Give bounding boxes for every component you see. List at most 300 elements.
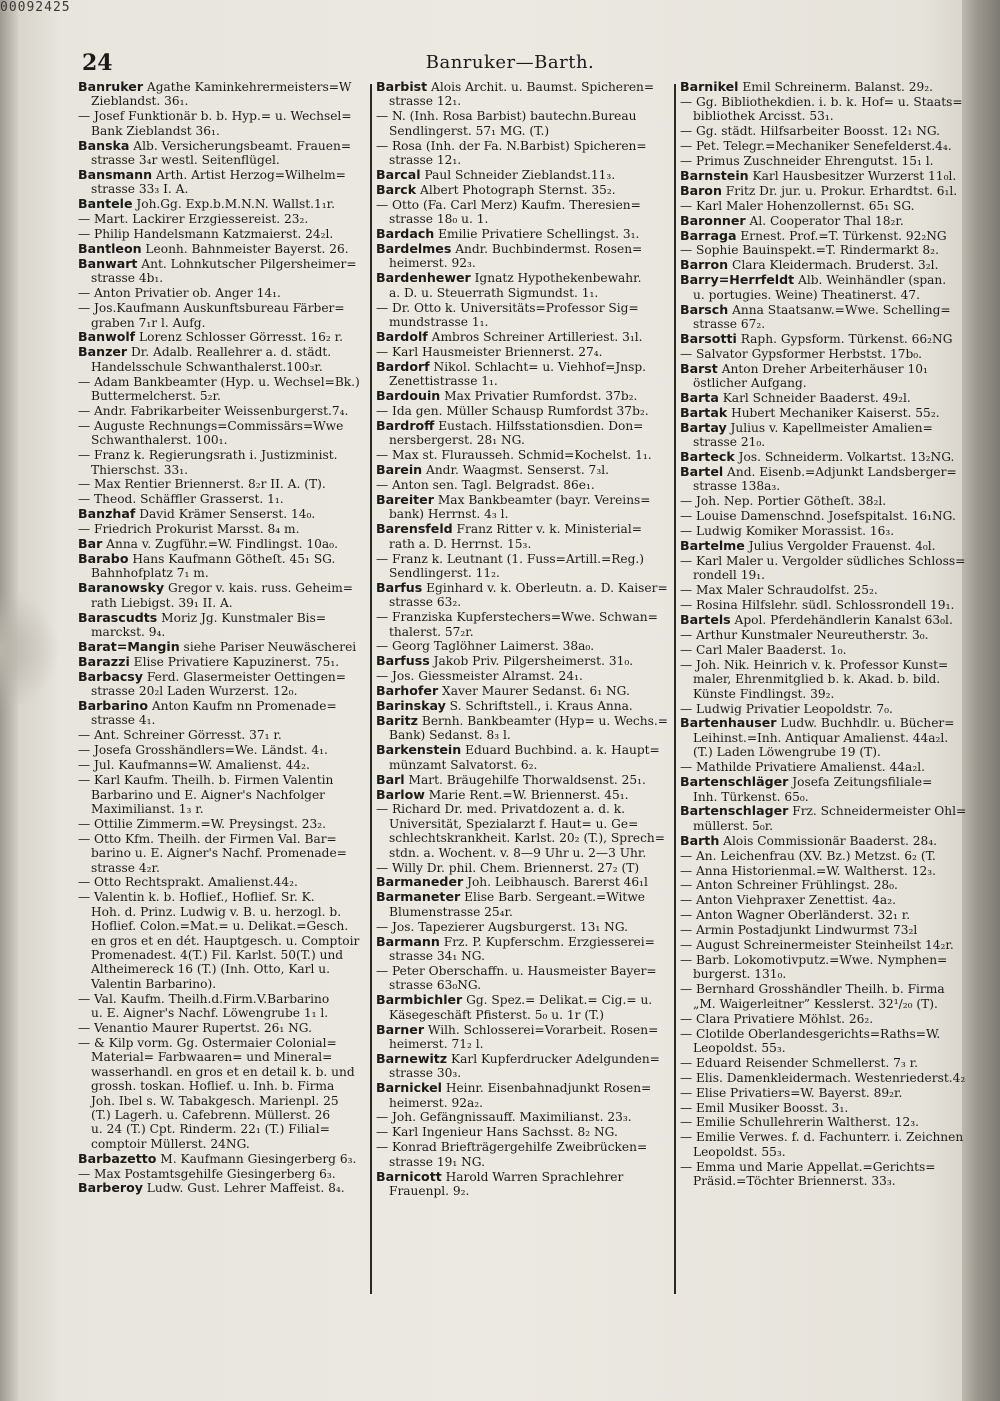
directory-entry xyxy=(680,509,972,523)
entry-line: —Joh. Nik. Heinrich v. k. Professor Kunst= xyxy=(680,657,949,672)
entry-surname: Barascudts xyxy=(78,610,158,625)
directory-entry xyxy=(680,332,972,346)
entry-surname: Baron xyxy=(680,183,722,198)
entry-line: —Carl Maler Baaderst. 1₀. xyxy=(680,642,847,657)
directory-entry xyxy=(78,832,370,875)
directory-entry xyxy=(680,139,972,153)
entry-line: a. D. u. Steuerrath Sigmundst. 1₁. xyxy=(389,285,599,300)
directory-entry xyxy=(680,524,972,538)
directory-entry xyxy=(376,743,668,772)
directory-entry xyxy=(680,273,972,302)
entry-line: —Ludwig Komiker Morassist. 16₃. xyxy=(680,524,895,539)
entry-line: Leopoldst. 55₃. xyxy=(693,1144,786,1159)
directory-entry xyxy=(680,258,972,272)
running-head: Banruker—Barth. xyxy=(425,52,595,73)
directory-entry xyxy=(680,775,972,804)
directory-entry xyxy=(376,198,668,227)
entry-line: —Karl Hausmeister Briennerst. 27₄. xyxy=(376,344,603,359)
directory-entry xyxy=(78,773,370,816)
entry-line: —Ant. Schreiner Görresst. 37₁ r. xyxy=(78,728,282,743)
directory-entry xyxy=(376,1052,668,1081)
directory-entry xyxy=(376,890,668,919)
entry-surname: Barhofer xyxy=(376,684,439,699)
entry-line: Bartenschlager Frz. Schneidermeister Ohl= xyxy=(680,804,967,819)
directory-entry xyxy=(78,1036,370,1151)
entry-line: Künste Findlingst. 39₂. xyxy=(693,686,835,701)
entry-surname: Bansmann xyxy=(78,167,153,182)
entry-line: Barkenstein Eduard Buchbind. a. k. Haupt= xyxy=(376,743,660,758)
entry-line: Barensfeld Franz Ritter v. k. Ministerial= xyxy=(376,522,642,537)
column-2 xyxy=(376,80,668,1380)
directory-entry xyxy=(680,878,972,892)
directory-entry xyxy=(680,95,972,124)
directory-columns xyxy=(78,80,968,1380)
entry-surname: Barfuss xyxy=(376,654,430,669)
entry-surname: Barsotti xyxy=(680,331,737,346)
directory-entry xyxy=(680,849,972,863)
directory-entry xyxy=(680,923,972,937)
directory-entry xyxy=(376,993,668,1022)
entry-line: —Primus Zuschneider Ehrengutst. 15₁ l. xyxy=(680,154,934,169)
entry-line: —Anton Schreiner Frühlingst. 28₀. xyxy=(680,878,898,893)
entry-surname: Bardach xyxy=(376,227,435,242)
directory-entry xyxy=(680,169,972,183)
directory-entry xyxy=(78,1167,370,1181)
directory-entry xyxy=(78,286,370,300)
entry-line: —Adam Bankbeamter (Hyp. u. Wechsel=Bk.) xyxy=(78,374,360,389)
entry-surname: Barraga xyxy=(680,228,737,243)
entry-line: grossh. toskan. Hoflief. u. Inh. b. Firma xyxy=(91,1079,335,1094)
entry-surname: Barbarino xyxy=(78,699,148,714)
entry-line: Barner Wilh. Schlosserei=Vorarbeit. Rosen= xyxy=(376,1022,659,1037)
directory-entry xyxy=(680,1071,972,1085)
directory-entry xyxy=(376,139,668,168)
directory-entry xyxy=(680,643,972,657)
entry-line: —Anna Historienmal.=W. Waltherst. 12₃. xyxy=(680,863,936,878)
entry-line: —Josef Funktionär b. b. Hyp.= u. Wechsel= xyxy=(78,109,352,124)
entry-line: münzamt Salvatorst. 6₂. xyxy=(389,757,538,772)
entry-surname: Barmann xyxy=(376,934,440,949)
directory-entry xyxy=(680,938,972,952)
directory-entry xyxy=(376,699,668,713)
directory-entry xyxy=(78,522,370,536)
directory-entry xyxy=(376,875,668,889)
directory-entry xyxy=(78,448,370,477)
directory-entry xyxy=(376,330,668,344)
entry-line: —Auguste Rechnungs=Commissärs=Wwe xyxy=(78,418,344,433)
entry-surname: Barein xyxy=(376,463,423,478)
entry-surname: Bardolf xyxy=(376,329,428,344)
entry-line: strasse 3₄r westl. Seitenflügel. xyxy=(91,153,280,168)
entry-line: Barnikel Emil Schreinerm. Balanst. 29₂. xyxy=(680,80,934,94)
entry-surname: Bantele xyxy=(78,197,133,212)
entry-line: Barry=Herrfeldt Alb. Weinhändler (span. xyxy=(680,273,947,288)
entry-line: Zenettistrasse 1₁. xyxy=(389,374,498,389)
entry-surname: Bardouin xyxy=(376,389,441,404)
directory-entry xyxy=(680,953,972,982)
entry-surname: Banska xyxy=(78,138,130,153)
entry-line: strasse 19₁ NG. xyxy=(389,1154,485,1169)
entry-line: Handelsschule Schwanthalerst.100₃r. xyxy=(91,359,323,374)
entry-line: Bank) Sedanst. 8₃ l. xyxy=(389,728,511,743)
entry-surname: Barmaneter xyxy=(376,890,461,905)
entry-surname: Barfus xyxy=(376,580,423,595)
directory-entry xyxy=(78,743,370,757)
directory-entry xyxy=(376,360,668,389)
entry-line: Promenadest. 4(T.) Fil. Karlst. 50(T.) und xyxy=(91,947,344,962)
entry-line: Barcal Paul Schneider Zieblandst.11₃. xyxy=(376,167,616,182)
entry-line: strasse 138a₃. xyxy=(693,479,781,494)
entry-line: —Jos.Kaufmann Auskunftsbureau Färber= xyxy=(78,301,345,316)
directory-entry xyxy=(78,109,370,138)
entry-line: Barron Clara Kleidermach. Bruderst. 3₂l. xyxy=(680,258,939,273)
directory-entry xyxy=(680,362,972,391)
entry-surname: Banwolf xyxy=(78,330,136,345)
entry-line: —Venantio Maurer Rupertst. 26₁ NG. xyxy=(78,1021,312,1035)
entry-line: Barbacsy Ferd. Glasermeister Oettingen= xyxy=(78,669,346,684)
entry-line: —Karl Ingenieur Hans Sachsst. 8₂ NG. xyxy=(376,1125,618,1140)
entry-line: —Peter Oberschaffn. u. Hausmeister Bayer= xyxy=(376,963,657,978)
entry-line: —Rosa (Inh. der Fa. N.Barbist) Spicheren= xyxy=(376,138,647,153)
entry-surname: Barensfeld xyxy=(376,522,453,537)
entry-surname: Bartenhauser xyxy=(680,716,777,731)
directory-entry xyxy=(376,802,668,860)
entry-line: Barmaneter Elise Barb. Sergeant.=Witwe xyxy=(376,890,645,905)
entry-surname: Barck xyxy=(376,182,417,197)
directory-entry xyxy=(680,124,972,138)
entry-line: —Emilie Verwes. f. d. Fachunterr. i. Zeichnen xyxy=(680,1130,964,1145)
entry-surname: Barberoy xyxy=(78,1181,143,1196)
directory-entry xyxy=(78,875,370,889)
entry-line: östlicher Aufgang. xyxy=(693,376,807,391)
entry-line: —Louise Damenschnd. Josefspitalst. 16₁NG. xyxy=(680,509,956,524)
entry-line: Valentin Barbarino). xyxy=(91,976,217,991)
directory-entry xyxy=(78,375,370,404)
entry-surname: Barnickel xyxy=(376,1081,442,1096)
entry-line: —Otto Rechtsprakt. Amalienst.44₂. xyxy=(78,875,298,890)
entry-surname: Banzhaf xyxy=(78,507,136,522)
directory-entry xyxy=(680,421,972,450)
entry-line: Banwart Ant. Lohnkutscher Pilgersheimer= xyxy=(78,256,357,271)
entry-line: —Anton Privatier ob. Anger 14₁. xyxy=(78,286,281,301)
entry-line: Bardenhewer Ignatz Hypothekenbewahr. xyxy=(376,271,642,286)
directory-entry xyxy=(680,199,972,213)
directory-entry xyxy=(680,450,972,464)
entry-line: —Mart. Lackirer Erzgiessereist. 23₂. xyxy=(78,212,309,227)
entry-line: Barnickel Heinr. Eisenbahnadjunkt Rosen= xyxy=(376,1081,652,1096)
entry-line: —Anton sen. Tagl. Belgradst. 86e₁. xyxy=(376,477,595,492)
entry-line: Barta Karl Schneider Baaderst. 49₂l. xyxy=(680,391,911,406)
directory-entry xyxy=(680,1130,972,1159)
entry-surname: Barinskay xyxy=(376,699,446,714)
entry-line: —Jos. Tapezierer Augsburgerst. 13₁ NG. xyxy=(376,919,628,934)
entry-surname: Baranowsky xyxy=(78,581,165,596)
entry-line: Barnewitz Karl Kupferdrucker Adelgunden= xyxy=(376,1051,660,1066)
entry-line: Banzhaf David Krämer Senserst. 14₀. xyxy=(78,507,316,522)
entry-line: Barabo Hans Kaufmann Götheſt. 45₁ SG. xyxy=(78,552,336,566)
entry-line: —Max Rentier Briennerst. 8₂r II. A. (T). xyxy=(78,477,326,492)
entry-surname: Barnstein xyxy=(680,168,749,183)
directory-entry xyxy=(376,109,668,138)
directory-entry xyxy=(78,507,370,521)
entry-surname: Barl xyxy=(376,772,405,787)
page-stain xyxy=(0,590,60,710)
entry-line: Frauenpl. 9₂. xyxy=(389,1183,470,1198)
entry-line: Barbazetto M. Kaufmann Giesingerberg 6₃. xyxy=(78,1151,357,1166)
entry-line: Bank Zieblandst 36₁. xyxy=(91,123,220,138)
entry-line: —Armin Postadjunkt Lindwurmst 73₂l xyxy=(680,923,918,938)
entry-line: —Anton Wagner Oberländerst. 32₁ r. xyxy=(680,908,911,923)
entry-line: Bartay Julius v. Kapellmeister Amalien= xyxy=(680,420,933,435)
entry-surname: Bareiter xyxy=(376,492,434,507)
entry-line: —Karl Kaufm. Theilh. b. Firmen Valentin xyxy=(78,773,334,788)
directory-entry xyxy=(78,640,370,654)
directory-entry xyxy=(680,347,972,361)
directory-entry xyxy=(376,183,668,197)
entry-line: Joh. Ibel s. W. Tabakgesch. Marienpl. 25 xyxy=(91,1093,339,1108)
entry-line: —Mathilde Privatiere Amalienst. 44a₂l. xyxy=(680,760,925,775)
entry-line: Bardelmes Andr. Buchbindermst. Rosen= xyxy=(376,241,643,256)
entry-surname: Barta xyxy=(680,391,719,406)
entry-line: —Franz k. Regierungsrath i. Justizminist. xyxy=(78,448,338,463)
entry-line: Käsegeschäft Pfisterst. 5₀ u. 1r (T.) xyxy=(389,1007,605,1022)
directory-entry xyxy=(376,920,668,934)
directory-entry xyxy=(376,1110,668,1124)
entry-line: rath Liebigst. 39₁ II. A. xyxy=(91,595,233,610)
entry-line: Barnstein Karl Hausbesitzer Wurzerst 11₀l. xyxy=(680,168,957,183)
entry-line: maler, Ehrenmitglied b. k. Akad. b. bild. xyxy=(693,672,941,687)
entry-line: mundstrasse 1₁. xyxy=(389,315,489,329)
entry-line: —Emil Musiker Boosst. 3₁. xyxy=(680,1100,849,1115)
entry-line: —Max Postamtsgehilfe Giesingerberg 6₃. xyxy=(78,1166,336,1181)
entry-line: Bar Anna v. Zugführ.=W. Findlingst. 10a₀. xyxy=(78,537,338,552)
entry-line: strasse 33₃ I. A. xyxy=(91,182,189,197)
entry-line: —Karl Maler Hohenzollernst. 65₁ SG. xyxy=(680,198,915,213)
directory-entry xyxy=(680,229,972,243)
directory-entry xyxy=(680,893,972,907)
entry-line: Barfuss Jakob Priv. Pilgersheimerst. 31₀. xyxy=(376,654,634,669)
entry-line: Bartelme Julius Vergolder Frauenst. 4₀l. xyxy=(680,539,936,554)
entry-line: Material= Farbwaaren= und Mineral= xyxy=(91,1050,333,1065)
entry-line: strasse 67₂. xyxy=(693,317,766,331)
directory-entry xyxy=(680,214,972,228)
directory-entry xyxy=(78,1181,370,1195)
entry-line: —Friedrich Prokurist Marsst. 8₄ m. xyxy=(78,522,300,537)
entry-line: —Pet. Telegr.=Mechaniker Senefelderst.4₄. xyxy=(680,139,952,154)
directory-entry xyxy=(376,684,668,698)
directory-entry xyxy=(78,197,370,211)
entry-surname: Bardroff xyxy=(376,418,435,433)
entry-line: —Bernhard Grosshändler Theilh. b. Firma xyxy=(680,982,945,997)
directory-entry xyxy=(680,583,972,597)
entry-line: —Clotilde Oberlandesgerichts=Raths=W. xyxy=(680,1026,941,1041)
directory-entry xyxy=(376,419,668,448)
entry-line: —Dr. Otto k. Universitäts=Professor Sig= xyxy=(376,300,639,315)
entry-surname: Bantleon xyxy=(78,241,142,256)
entry-line: —Rosina Hilfslehr. südl. Schlossrondell 19₁. xyxy=(680,598,955,613)
entry-line: —N. (Inh. Rosa Barbist) bautechn.Bureau xyxy=(376,109,637,124)
entry-line: (T.) Laden Löwengrube 19 (T). xyxy=(693,745,881,760)
entry-line: Bardach Emilie Privatiere Schellingst. 3₁. xyxy=(376,227,640,242)
directory-entry xyxy=(680,598,972,612)
entry-line: stdn. a. Wochent. v. 8—9 Uhr u. 2—3 Uhr. xyxy=(389,845,647,860)
entry-surname: Baronner xyxy=(680,213,746,228)
entry-line: graben 7₁r l. Aufg. xyxy=(91,315,206,330)
entry-line: —Ludwig Privatier Leopoldstr. 7₀. xyxy=(680,701,893,716)
entry-line: Barst Anton Dreher Arbeiterhäuser 10₁ xyxy=(680,361,928,376)
entry-line: Bartak Hubert Mechaniker Kaiserst. 55₂. xyxy=(680,405,940,420)
entry-line: thalerst. 57₂r. xyxy=(389,624,474,639)
entry-line: —Jul. Kaufmanns=W. Amalienst. 44₂. xyxy=(78,758,310,773)
directory-entry xyxy=(680,804,972,833)
entry-line: —Konrad Briefträgergehilfe Zweibrücken= xyxy=(376,1140,648,1155)
entry-line: marckst. 9₄. xyxy=(91,625,166,640)
entry-line: —Gg. städt. Hilfsarbeiter Boosst. 12₁ NG. xyxy=(680,124,941,139)
entry-surname: Barner xyxy=(376,1022,425,1037)
entry-line: Bahnhofplatz 7₁ m. xyxy=(91,566,209,581)
entry-surname: Barcal xyxy=(376,167,421,182)
entry-surname: Bardenhewer xyxy=(376,271,471,286)
directory-entry xyxy=(376,639,668,653)
entry-line: —Emilie Schullehrerin Waltherst. 12₃. xyxy=(680,1115,920,1130)
entry-line: Baronner Al. Cooperator Thal 18₂r. xyxy=(680,213,904,228)
entry-line: Barteck Jos. Schneiderm. Volkartst. 13₂NG. xyxy=(680,450,955,465)
entry-line: Hoh. d. Prinz. Ludwig v. B. u. herzogl. b. xyxy=(91,904,342,919)
entry-line: Barbarino Anton Kaufm nn Promenade= xyxy=(78,699,337,714)
directory-entry xyxy=(78,345,370,374)
entry-line: —Jos. Giessmeister Alramst. 24₁. xyxy=(376,669,583,684)
directory-entry xyxy=(78,257,370,286)
entry-line: Barmbichler Gg. Spez.= Delikat.= Cig.= u. xyxy=(376,993,653,1008)
directory-entry xyxy=(376,1140,668,1169)
entry-surname: Barth xyxy=(680,833,720,848)
entry-line: strasse 18₀ u. 1. xyxy=(389,212,489,227)
directory-entry xyxy=(78,581,370,610)
entry-line: strasse 4b₁. xyxy=(91,271,164,286)
directory-entry xyxy=(78,992,370,1021)
entry-surname: Bartak xyxy=(680,405,728,420)
entry-surname: Barteck xyxy=(680,450,735,465)
directory-entry xyxy=(78,817,370,831)
entry-line: Buttermelcherst. 5₂r. xyxy=(91,389,221,404)
entry-line: strasse 4₁. xyxy=(91,713,156,728)
entry-line: —Val. Kaufm. Theilh.d.Firm.V.Barbarino xyxy=(78,991,330,1006)
directory-entry xyxy=(680,908,972,922)
directory-entry xyxy=(680,1160,972,1189)
column-3 xyxy=(680,80,972,1380)
entry-line: strasse 34₁ NG. xyxy=(389,948,485,963)
entry-line: Barbarino und E. Aigner's Nachfolger xyxy=(91,787,325,802)
directory-entry xyxy=(680,702,972,716)
column-rule xyxy=(674,84,676,1294)
entry-line: —Ottilie Zimmerm.=W. Preysingst. 23₂. xyxy=(78,816,326,831)
entry-line: Barmann Frz. P. Kupferschm. Erzgiesserei= xyxy=(376,934,655,949)
directory-entry xyxy=(376,80,668,109)
entry-line: Barbist Alois Archit. u. Baumst. Spicheren= xyxy=(376,80,655,94)
entry-surname: Barat=Mangin xyxy=(78,639,180,654)
entry-line: Bardouin Max Privatier Rumfordst. 37b₂. xyxy=(376,389,638,404)
entry-line: strasse 12₁. xyxy=(389,153,462,168)
entry-line: Banska Alb. Versicherungsbeamt. Frauen= xyxy=(78,138,352,153)
entry-line: —Barb. Lokomotivputz.=Wwe. Nymphen= xyxy=(680,952,948,967)
directory-entry xyxy=(78,670,370,699)
entry-line: —Andr. Fabrikarbeiter Weissenburgerst.7₄. xyxy=(78,403,349,418)
entry-line: heimerst. 71₂ l. xyxy=(389,1036,484,1051)
directory-entry xyxy=(376,242,668,271)
entry-line: Bantleon Leonh. Bahnmeister Bayerst. 26. xyxy=(78,241,349,256)
entry-surname: Bar xyxy=(78,537,103,552)
entry-line: Barraga Ernest. Prof.=T. Türkenst. 92₂NG xyxy=(680,228,947,243)
directory-entry xyxy=(376,463,668,477)
entry-surname: Barkenstein xyxy=(376,743,462,758)
entry-line: burgerst. 131₀. xyxy=(693,967,787,982)
entry-surname: Bartenschlager xyxy=(680,804,789,819)
directory-entry xyxy=(78,404,370,418)
directory-entry xyxy=(376,935,668,964)
entry-line: en gros et en dét. Hauptgesch. u. Comptoir xyxy=(91,933,360,948)
column-rule xyxy=(370,84,372,1294)
entry-surname: Barbacsy xyxy=(78,669,143,684)
entry-line: Barsch Anna Staatsanw.=Wwe. Schelling= xyxy=(680,302,951,317)
entry-line: Bartels Apol. Pferdehändlerin Kanalst 63₀l. xyxy=(680,613,953,628)
entry-line: Bartenhauser Ludw. Buchhdlr. u. Bücher= xyxy=(680,716,955,731)
directory-entry xyxy=(78,1021,370,1035)
entry-line: —Max st. Flurausseh. Schmid=Kochelst. 1₁. xyxy=(376,448,652,463)
directory-entry xyxy=(680,465,972,494)
directory-entry xyxy=(680,406,972,420)
directory-entry xyxy=(376,301,668,330)
directory-entry xyxy=(680,1027,972,1056)
entry-line: Bardolf Ambros Schreiner Artilleriest. 3₁l. xyxy=(376,329,643,344)
directory-entry xyxy=(376,788,668,802)
entry-line: Zieblandst. 36₁. xyxy=(91,94,189,109)
directory-entry xyxy=(78,242,370,256)
directory-entry xyxy=(376,271,668,300)
entry-line: —Eduard Reisender Schmellerst. 7₃ r. xyxy=(680,1055,919,1070)
entry-surname: Bardelmes xyxy=(376,241,452,256)
entry-line: comptoir Müllerst. 24NG. xyxy=(91,1136,250,1151)
entry-line: Barmaneder Joh. Leibhausch. Barerst 46₁l xyxy=(376,875,648,890)
entry-line: Barnicott Harold Warren Sprachlehrer xyxy=(376,1169,624,1184)
entry-line: Barlow Marie Rent.=W. Briennerst. 45₁. xyxy=(376,787,629,802)
entry-line: Universität, Spezialarzt f. Haut= u. Ge= xyxy=(389,816,639,831)
entry-line: —Elis. Damenkleidermach. Westenriederst.4₂ xyxy=(680,1070,966,1085)
entry-surname: Barsch xyxy=(680,302,729,317)
entry-line: —Arthur Kunstmaler Neureutherstr. 3₀. xyxy=(680,628,929,643)
entry-line: müllerst. 5₀r. xyxy=(693,818,774,833)
directory-entry xyxy=(376,345,668,359)
entry-line: —An. Leichenfrau (XV. Bz.) Metzst. 6₂ (T. xyxy=(680,848,936,863)
directory-entry xyxy=(680,760,972,774)
entry-line: (T.) Lagerh. u. Cafebrenn. Müllerst. 26 xyxy=(91,1107,331,1122)
entry-line: Barsotti Raph. Gypsform. Türkenst. 66₂NG xyxy=(680,331,953,346)
directory-entry xyxy=(78,477,370,491)
directory-entry xyxy=(78,419,370,448)
entry-line: Inh. Türkenst. 65₀. xyxy=(693,789,809,804)
entry-line: barino u. E. Aigner's Nachf. Promenade= xyxy=(91,846,347,861)
entry-line: Hoflief. Colon.=Mat.= u. Delikat.=Gesch. xyxy=(91,919,349,934)
directory-entry xyxy=(680,391,972,405)
directory-entry xyxy=(680,658,972,701)
directory-entry xyxy=(680,1086,972,1100)
entry-surname: Barnicott xyxy=(376,1169,442,1184)
entry-line: Banruker Agathe Kaminkehrermeisters=W xyxy=(78,80,352,94)
entry-surname: Barmbichler xyxy=(376,993,463,1008)
directory-entry xyxy=(376,714,668,743)
entry-line: Präsid.=Töchter Briennerst. 33₃. xyxy=(693,1174,896,1189)
entry-line: —Josefa Grosshändlers=We. Ländst. 4₁. xyxy=(78,743,328,758)
entry-line: Sendlingerst. 11₂. xyxy=(389,565,500,580)
